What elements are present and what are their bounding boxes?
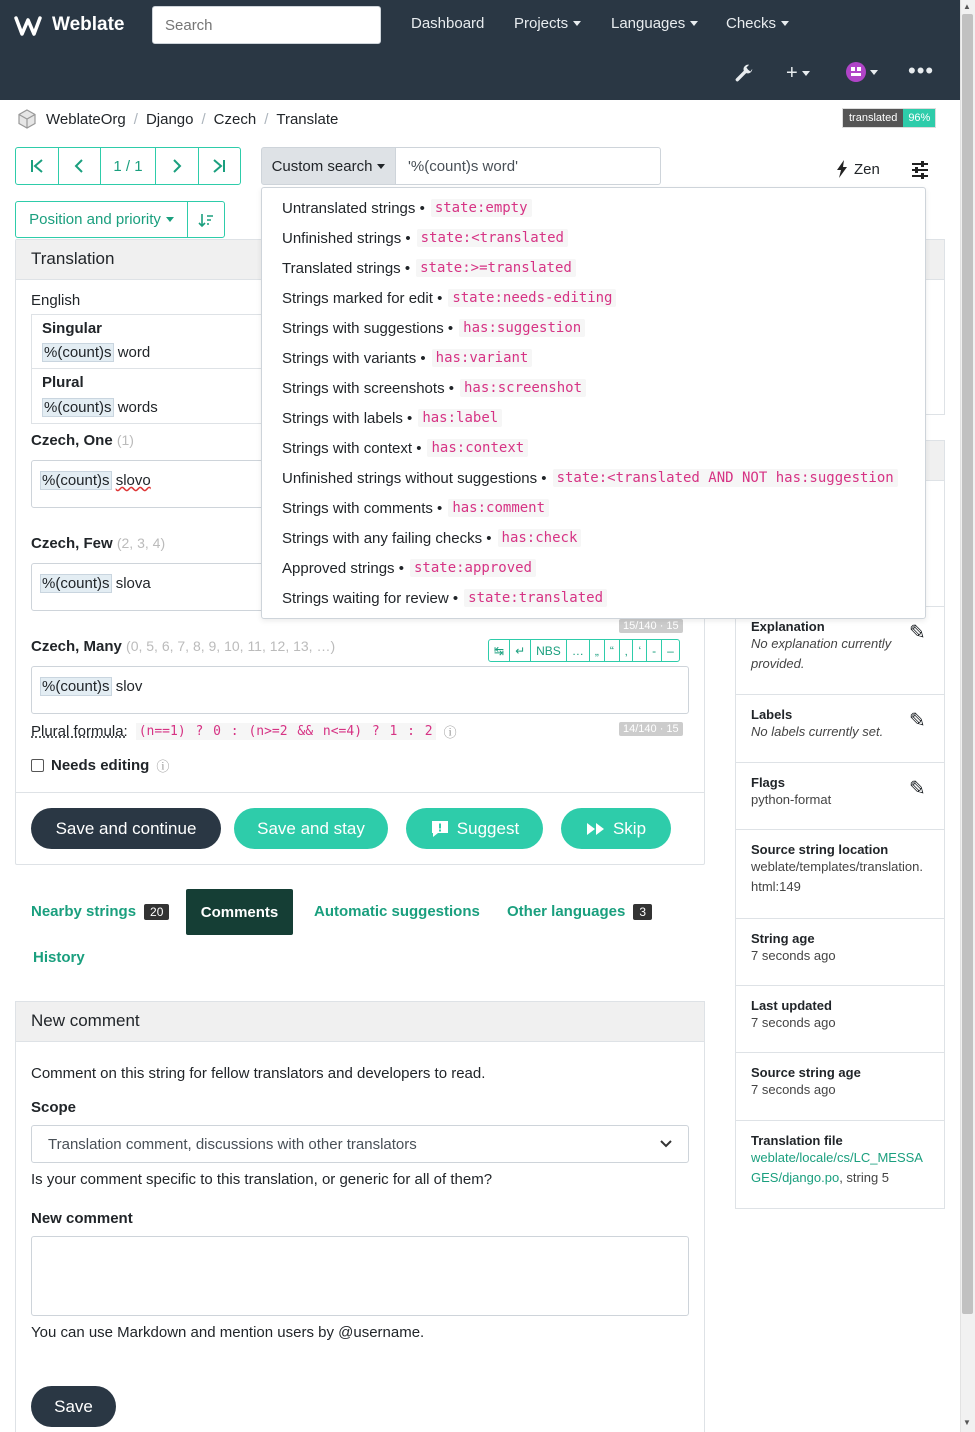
source-location-heading: Source string location <box>751 842 889 857</box>
czech-many-title: Czech, Many <box>31 638 122 655</box>
czech-many-textarea[interactable] <box>31 666 689 714</box>
badge-label: translated <box>843 109 903 127</box>
labels-value: No labels currently set. <box>751 724 884 739</box>
sliders-settings-icon[interactable] <box>910 160 930 184</box>
czech-one-label <box>31 432 134 449</box>
tab-label: Other languages <box>507 903 626 920</box>
translation-file-link[interactable]: weblate/locale/cs/LC_MESSAGES/django.po <box>751 1150 923 1185</box>
save-and-stay-button[interactable] <box>234 808 388 849</box>
plural-formula-value: (n==1) ? 0 : (n>=2 && n<=4) ? 1 : 2 <box>136 723 436 740</box>
scroll-down-arrow-icon[interactable]: ▼ <box>963 1418 971 1427</box>
badge-value: 96% <box>903 109 935 127</box>
pager-position: 1 / 1 <box>101 148 156 184</box>
source-location-link[interactable]: weblate/templates/translation.html:149 <box>751 859 923 894</box>
menu-item-label: Strings marked for edit <box>282 289 433 307</box>
explanation-heading: Explanation <box>751 619 825 634</box>
chevron-left-icon <box>73 159 85 173</box>
menu-item-context[interactable]: Strings with context • has:context <box>282 437 528 459</box>
source-plural-box <box>31 368 271 424</box>
tab-other-languages[interactable] <box>507 903 652 920</box>
divider <box>736 918 944 919</box>
source-age-heading: Source string age <box>751 1065 861 1080</box>
labels-section <box>751 707 901 742</box>
nav-dashboard[interactable] <box>411 15 484 32</box>
new-comment-label: New comment <box>31 1210 133 1227</box>
menu-item-query: has:context <box>427 439 528 457</box>
explanation-value: No explanation currently provided. <box>751 636 892 671</box>
brand-logo[interactable] <box>14 10 125 40</box>
czech-one-textarea[interactable] <box>31 460 271 508</box>
insert-low-single-quote-button[interactable]: ‚ <box>620 640 634 661</box>
menu-item-query: has:comment <box>448 499 549 517</box>
more-icon[interactable]: ••• <box>908 58 935 83</box>
placeholder-highlight: %(count)s <box>42 678 110 695</box>
info-icon[interactable]: ⓘ <box>156 759 170 774</box>
custom-search-menu <box>261 187 926 619</box>
last-updated-value: 7 seconds ago <box>751 1015 836 1030</box>
placeholder-highlight: %(count)s <box>44 399 112 416</box>
menu-item-query: state:<translated <box>417 229 568 247</box>
menu-item-label: Strings with variants <box>282 349 417 367</box>
caret-down-icon <box>573 21 581 26</box>
caret-down-icon <box>870 70 878 75</box>
czech-few-label <box>31 535 165 552</box>
czech-many-label <box>31 638 335 655</box>
divider <box>736 985 944 986</box>
divider <box>16 792 704 793</box>
top-navbar <box>0 0 960 100</box>
placeholder-highlight: %(count)s <box>44 344 112 361</box>
tab-label: Nearby strings <box>31 903 137 920</box>
nav-checks[interactable] <box>726 15 789 32</box>
menu-item-query: has:check <box>498 529 582 547</box>
caret-down-icon <box>802 71 810 76</box>
insert-ellipsis-button[interactable]: … <box>567 640 590 661</box>
menu-item-suggestions[interactable]: Strings with suggestions • has:suggestion <box>282 317 585 339</box>
nav-languages[interactable] <box>611 15 698 32</box>
menu-item-untranslated[interactable]: Untranslated strings • state:empty <box>282 197 532 219</box>
special-chars-toolbar <box>488 639 680 662</box>
source-language-label: English <box>31 292 81 309</box>
string-age-heading: String age <box>751 931 815 946</box>
translated-badge[interactable] <box>842 108 936 128</box>
skip-button[interactable] <box>561 808 671 849</box>
explanation-section <box>751 619 901 674</box>
translation-file-heading: Translation file <box>751 1133 843 1148</box>
plus-icon: + <box>786 62 798 84</box>
divider <box>736 762 944 763</box>
czech-many-rest: slov <box>115 678 143 695</box>
menu-item-variants[interactable]: Strings with variants • has:variant <box>282 347 532 369</box>
avatar <box>846 62 866 82</box>
plural-formula <box>31 722 457 741</box>
menu-item-label: Unfinished strings without suggestions <box>282 469 538 487</box>
czech-few-title: Czech, Few <box>31 535 113 552</box>
breadcrumb-current: Translate <box>276 110 339 128</box>
scroll-up-arrow-icon[interactable]: ▲ <box>963 2 971 11</box>
previous-string-button[interactable] <box>59 148 102 184</box>
source-age-section <box>751 1065 861 1100</box>
user-menu[interactable] <box>846 62 878 82</box>
labels-heading: Labels <box>751 707 793 722</box>
source-singular-box <box>31 314 271 369</box>
czech-few-numbers: (2, 3, 4) <box>116 535 166 551</box>
char-counter: 15/140 · 15 <box>619 619 683 633</box>
menu-item-unfinished-no-suggestions[interactable]: Unfinished strings without suggestions • state:<translated AND NOT has:suggestion <box>282 467 898 489</box>
tab-history[interactable] <box>33 949 85 966</box>
nav-checks-label: Checks <box>726 15 777 32</box>
new-comment-textarea[interactable] <box>31 1236 689 1316</box>
string-age-value: 7 seconds ago <box>751 948 836 963</box>
flags-section <box>751 775 901 810</box>
tab-label: History <box>33 949 85 966</box>
sort-direction-button[interactable] <box>188 202 224 237</box>
insert-high-quote-button[interactable]: “ <box>605 640 620 661</box>
suggestion-comment-icon <box>430 819 450 839</box>
scope-help: Is your comment specific to this translation, or generic for all of them? <box>31 1171 493 1188</box>
plural-text <box>42 399 158 416</box>
menu-item-query: has:screenshot <box>460 379 586 397</box>
source-location-section <box>751 842 929 897</box>
menu-item-label: Strings with screenshots <box>282 379 445 397</box>
insert-single-quote-button[interactable]: ‘ <box>633 640 647 661</box>
translation-file-section <box>751 1133 933 1188</box>
divider <box>736 694 944 695</box>
next-string-button[interactable] <box>156 148 199 184</box>
breadcrumb-separator: / <box>201 110 206 128</box>
menu-item-unfinished[interactable]: Unfinished strings • state:<translated <box>282 227 568 249</box>
sort-control <box>15 201 225 238</box>
translation-file-suffix: , string 5 <box>839 1170 890 1185</box>
divider <box>736 1052 944 1053</box>
czech-one-numbers: (1) <box>116 432 134 448</box>
sort-order-dropdown[interactable] <box>16 202 188 237</box>
markdown-help: You can use Markdown and mention users by @username. <box>31 1324 425 1341</box>
plural-rest: words <box>117 399 158 416</box>
search-query-input[interactable]: '%(count)s word' <box>395 147 661 185</box>
project-cube-icon <box>16 108 38 130</box>
menu-item-label: Translated strings <box>282 259 401 277</box>
brand-name: Weblate <box>52 14 125 35</box>
comment-intro: Comment on this string for fellow translators and developers to read. <box>31 1065 486 1082</box>
placeholder-highlight: %(count)s <box>42 472 110 489</box>
menu-item-failing-checks[interactable]: Strings with any failing checks • has:check <box>282 527 581 549</box>
scope-selected-value: Translation comment, discussions with other translators <box>48 1135 417 1153</box>
last-icon <box>212 159 226 173</box>
czech-one-title: Czech, One <box>31 432 113 449</box>
string-age-section <box>751 931 836 966</box>
flags-value: python-format <box>751 792 832 807</box>
caret-down-icon <box>377 164 385 169</box>
custom-search-label: Custom search <box>271 157 373 175</box>
menu-item-label: Strings with comments <box>282 499 433 517</box>
first-string-button[interactable] <box>16 148 59 184</box>
caret-down-icon <box>781 21 789 26</box>
suggest-button[interactable] <box>406 808 543 849</box>
menu-item-label: Untranslated strings <box>282 199 416 217</box>
menu-item-marked-for-edit[interactable]: Strings marked for edit • state:needs-editing <box>282 287 616 309</box>
chevron-down-icon <box>660 1140 672 1148</box>
insert-nbsp-button[interactable]: NBS <box>531 640 567 661</box>
menu-item-query: state:empty <box>431 199 532 217</box>
czech-few-rest: slova <box>115 575 151 592</box>
czech-few-textarea[interactable] <box>31 563 271 611</box>
singular-label: Singular <box>42 320 103 337</box>
wrench-icon[interactable] <box>733 62 755 84</box>
menu-item-label: Strings with labels <box>282 409 403 427</box>
menu-item-query: state:>=translated <box>416 259 576 277</box>
skip-label: Skip <box>612 818 647 838</box>
menu-item-comments[interactable]: Strings with comments • has:comment <box>282 497 549 519</box>
menu-item-query: has:suggestion <box>459 319 585 337</box>
menu-item-labels[interactable]: Strings with labels • has:label <box>282 407 502 429</box>
menu-item-query: has:variant <box>432 349 533 367</box>
chevron-right-icon <box>171 159 183 173</box>
menu-item-label: Strings with context <box>282 439 413 457</box>
char-counter: 14/140 · 15 <box>619 722 683 736</box>
custom-search-dropdown-button[interactable] <box>261 147 396 185</box>
divider <box>736 1120 944 1121</box>
singular-text <box>42 344 150 361</box>
czech-many-numbers: (0, 5, 6, 7, 8, 9, 10, 11, 12, 13, …) <box>126 638 336 654</box>
plural-formula-label: Plural formula: <box>31 723 128 740</box>
menu-item-query: state:translated <box>464 589 607 607</box>
last-updated-section <box>751 998 836 1033</box>
insert-newline-button[interactable]: ↵ <box>510 640 531 661</box>
menu-item-label: Strings waiting for review <box>282 589 449 607</box>
menu-item-label: Unfinished strings <box>282 229 402 247</box>
needs-editing-checkbox-row <box>31 756 169 775</box>
placeholder-highlight: %(count)s <box>42 575 110 592</box>
fast-forward-icon <box>586 822 606 836</box>
sort-label: Position and priority <box>29 211 161 228</box>
weblate-logo-icon <box>14 14 42 36</box>
info-icon[interactable]: ⓘ <box>443 725 457 740</box>
breadcrumb <box>16 108 338 130</box>
insert-low-quote-button[interactable]: „ <box>590 640 605 661</box>
suggest-label: Suggest <box>456 818 520 838</box>
scope-label: Scope <box>31 1099 77 1116</box>
edit-pencil-icon[interactable]: ✎ <box>909 622 926 644</box>
zen-label: Zen <box>854 160 880 178</box>
lightning-icon <box>836 160 848 178</box>
nav-dashboard-label: Dashboard <box>411 15 485 32</box>
breadcrumb-separator: / <box>133 110 138 128</box>
czech-one-rest: slovo <box>115 472 151 489</box>
menu-item-translated[interactable]: Translated strings • state:>=translated <box>282 257 576 279</box>
insert-tab-button[interactable]: ↹ <box>489 640 510 661</box>
tab-comments[interactable] <box>186 889 293 935</box>
last-string-button[interactable] <box>199 148 241 184</box>
first-icon <box>30 159 44 173</box>
sort-direction-icon <box>198 212 214 228</box>
add-menu[interactable] <box>786 62 810 85</box>
new-comment-heading: New comment <box>16 1002 704 1042</box>
scrollbar-thumb[interactable] <box>962 14 973 1314</box>
caret-down-icon <box>690 21 698 26</box>
menu-item-waiting-review[interactable]: Strings waiting for review • state:translated <box>282 587 607 609</box>
save-comment-label: Save <box>54 1396 93 1416</box>
translation-heading: Translation <box>16 240 704 280</box>
save-and-stay-label: Save and stay <box>257 818 365 838</box>
save-and-continue-button[interactable] <box>31 808 221 849</box>
menu-item-query: state:approved <box>410 559 536 577</box>
tab-nearby-strings[interactable] <box>31 903 169 920</box>
menu-item-approved[interactable]: Approved strings • state:approved <box>282 557 536 579</box>
zen-mode-button[interactable] <box>836 160 880 178</box>
breadcrumb-language[interactable]: Czech <box>213 110 257 128</box>
menu-item-screenshots[interactable]: Strings with screenshots • has:screenshot <box>282 377 586 399</box>
tab-label: Automatic suggestions <box>314 903 480 920</box>
save-comment-button[interactable] <box>31 1386 116 1427</box>
tab-automatic-suggestions[interactable] <box>314 903 480 920</box>
count-badge: 20 <box>144 904 169 920</box>
tab-label: Comments <box>200 903 279 921</box>
nav-projects-label: Projects <box>514 15 569 32</box>
singular-rest: word <box>117 344 151 361</box>
caret-down-icon <box>166 217 174 222</box>
insert-hyphen-button[interactable]: - <box>647 640 662 661</box>
breadcrumb-component[interactable]: Django <box>145 110 194 128</box>
search-input[interactable] <box>152 6 381 44</box>
nav-languages-label: Languages <box>611 15 686 32</box>
divider <box>736 829 944 830</box>
plural-label: Plural <box>42 374 84 391</box>
menu-item-query: state:<translated AND NOT has:suggestion <box>553 469 898 487</box>
menu-item-label: Approved strings <box>282 559 395 577</box>
edit-pencil-icon[interactable]: ✎ <box>909 778 926 800</box>
menu-item-label: Strings with any failing checks <box>282 529 483 547</box>
last-updated-heading: Last updated <box>751 998 832 1013</box>
flags-heading: Flags <box>751 775 785 790</box>
breadcrumb-separator: / <box>264 110 269 128</box>
menu-item-query: has:label <box>418 409 502 427</box>
edit-pencil-icon[interactable]: ✎ <box>909 710 926 732</box>
breadcrumb-project[interactable]: WeblateOrg <box>46 110 126 128</box>
save-and-continue-label: Save and continue <box>55 818 197 838</box>
count-badge: 3 <box>633 904 652 920</box>
nav-projects[interactable] <box>514 15 581 32</box>
insert-dash-button[interactable]: – <box>667 643 674 658</box>
string-pager <box>15 147 241 185</box>
source-age-value: 7 seconds ago <box>751 1082 836 1097</box>
menu-item-query: state:needs-editing <box>448 289 616 307</box>
menu-item-label: Strings with suggestions <box>282 319 444 337</box>
needs-editing-label: Needs editing <box>51 757 150 774</box>
scope-select[interactable] <box>31 1125 689 1163</box>
needs-editing-checkbox[interactable] <box>31 759 44 772</box>
